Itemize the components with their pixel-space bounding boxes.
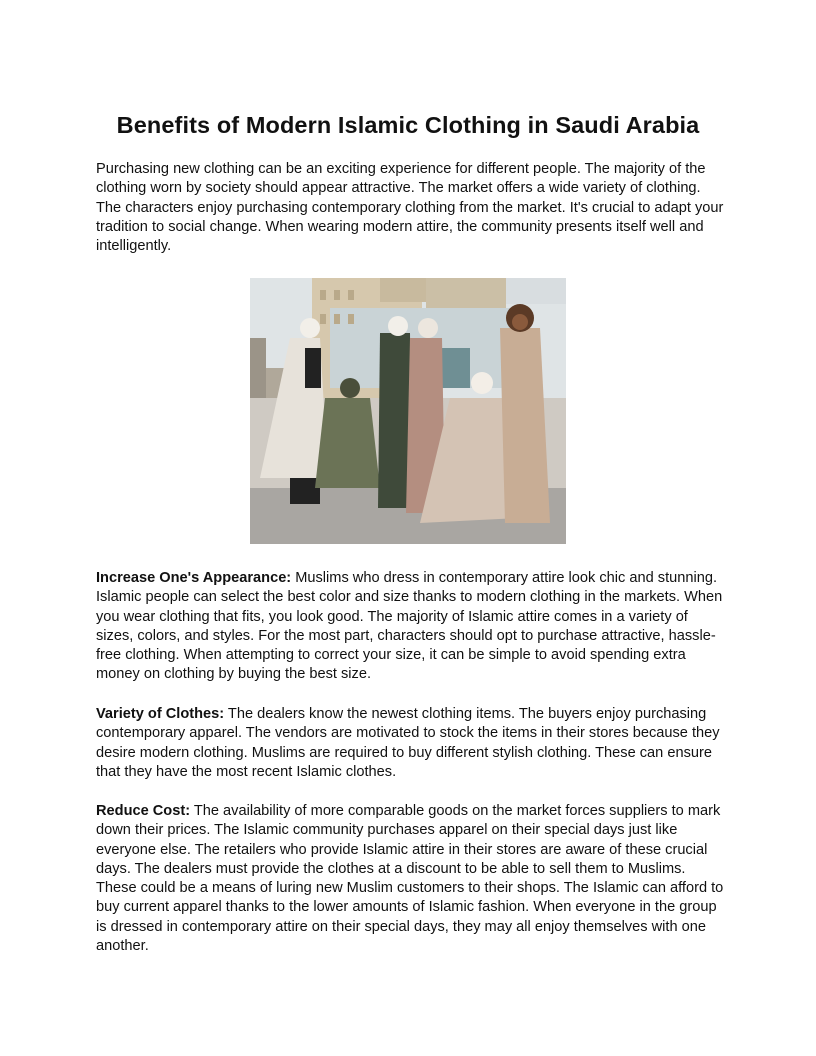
section-variety-of-clothes	[96, 705, 724, 782]
section-reduce-cost	[96, 802, 724, 956]
photo-illustration	[250, 278, 566, 544]
section-heading: Reduce Cost:	[96, 803, 191, 819]
section-heading: Increase One's Appearance:	[96, 570, 292, 586]
intro-paragraph: Purchasing new clothing can be an exciting experience for different people. The majority of the clothing worn by society should appear attractive. The market offers a wide variety of clothing. The characters enjoy purchasing contemporary clothing from the market. It's crucial to adapt your tradition to social change. When wearing modern attire, the community presents itself well and intelligently.	[96, 161, 724, 255]
section-text: The availability of more comparable goods on the market forces suppliers to mark down their prices. The Islamic community purchases apparel on their special days just like everyone else. The retailers who provide Islamic attire in their stores are aware of these crucial days. The dealers must provide the clothes at a discount to be able to sell them to Muslims. These could be a means of luring new Muslim customers to their shops. The Islamic can afford to buy current apparel thanks to the lower amounts of Islamic fashion. When everyone in the group is dressed in contemporary attire on their special days, they may all enjoy themselves with one another.	[96, 803, 724, 955]
section-text: Muslims who dress in contemporary attire look chic and stunning. Islamic people can select the best color and size thanks to modern clothing in the markets. When you wear clothing that fits, you look good. The majority of Islamic attire comes in a variety of sizes, colors, and styles. For the most part, characters should opt to purchase attractive, hassle-free clothing. When attempting to correct your size, it can be simple to avoid spending extra money on clothing by buying the best size.	[96, 570, 723, 683]
page-title: Benefits of Modern Islamic Clothing in Saudi Arabia	[116, 112, 700, 138]
section-heading: Variety of Clothes:	[96, 706, 225, 722]
women-in-abayas-photo	[250, 278, 566, 544]
section-text: The dealers know the newest clothing items. The buyers enjoy purchasing contemporary apparel. The vendors are motivated to stock the items in their stores because they desire modern clothing. Muslims are required to buy different stylish clothing. These can ensure that they have the most recent Islamic clothes.	[96, 706, 720, 780]
section-increase-appearance	[96, 569, 724, 685]
